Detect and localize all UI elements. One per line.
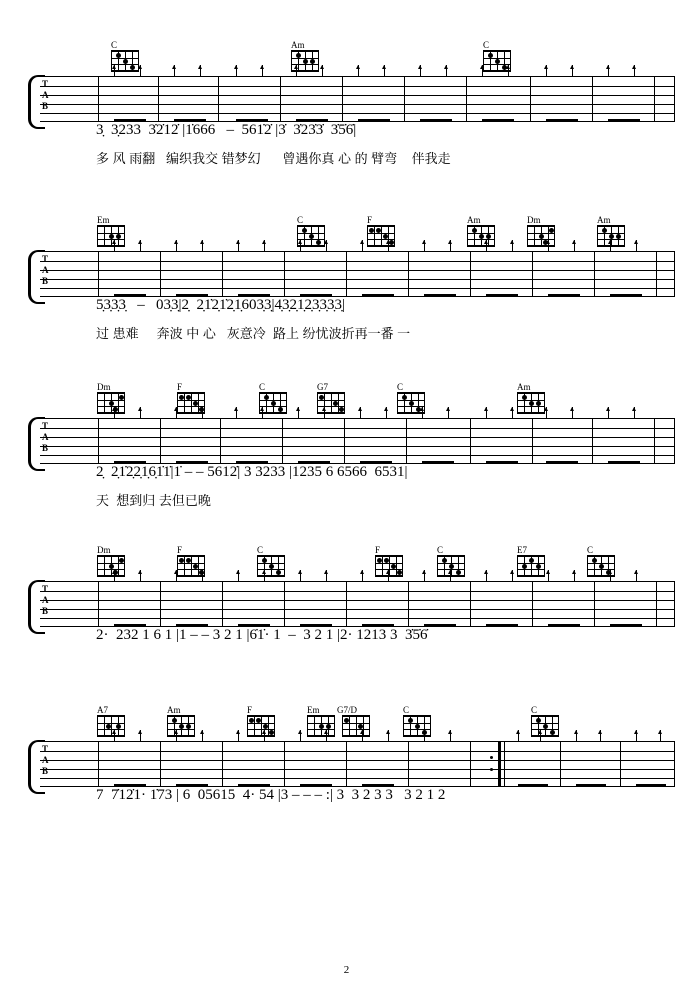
chord-diagram [466, 215, 500, 247]
lyrics-line: 多 风 雨翻 编织我交 错梦幻 曾遇你真 心 的 臂弯 伴我走 [96, 151, 451, 166]
chord-name: F [375, 545, 381, 555]
tab-clef [42, 254, 49, 287]
tab-staff [40, 251, 675, 297]
tab-letter-t: T [42, 584, 49, 594]
tab-letter-a: A [42, 755, 49, 765]
tab-letter-t: T [42, 79, 49, 89]
chord-name: Am [517, 382, 531, 392]
chord-grid [367, 225, 395, 247]
chord-grid [97, 715, 125, 737]
tab-letter-b: B [42, 443, 49, 453]
chord-name: C [403, 705, 410, 715]
chord-diagram [530, 705, 564, 737]
chord-name: F [367, 215, 373, 225]
chord-grid [247, 715, 275, 737]
chord-name: Am [467, 215, 481, 225]
chord-name: G7 [317, 382, 328, 392]
tab-clef [42, 744, 49, 777]
chord-diagram-row [0, 705, 693, 741]
jianpu-line: 2̣ 2̣1̇2̣2̣1̣6̣1̇1̇|1̇ – – 5612̇| 3 3233 |1235 6 6566 6531| [96, 464, 408, 480]
music-system-1 [0, 40, 693, 170]
chord-diagram [366, 215, 400, 247]
jianpu-line: 5̣3̣3̣3̣ – 03̣3̣|2̣ 2̣1̇2̣1̇2̣1̣603̣3̣|4̣3̣2̣1̣2̣3̣3̣3̣3̣| [96, 297, 346, 313]
chord-name: C [437, 545, 444, 555]
chord-name: C [531, 705, 538, 715]
chord-diagram [374, 545, 408, 577]
chord-name: G7/D [337, 705, 357, 715]
chord-diagram [436, 545, 470, 577]
chord-grid [517, 392, 545, 414]
chord-name: A7 [97, 705, 108, 715]
chord-diagram [336, 705, 370, 737]
chord-name: Em [97, 215, 110, 225]
music-system-2 [0, 215, 693, 345]
chord-grid [467, 225, 495, 247]
tab-letter-t: T [42, 744, 49, 754]
chord-diagram [596, 215, 630, 247]
chord-name: F [247, 705, 253, 715]
chord-name: Am [291, 40, 305, 50]
tab-letter-b: B [42, 101, 49, 111]
music-system-4 [0, 545, 693, 675]
page-number: 2 [343, 964, 350, 976]
tab-letter-b: B [42, 606, 49, 616]
chord-name: C [297, 215, 304, 225]
repeat-end-barline [498, 742, 501, 786]
chord-name: Em [307, 705, 320, 715]
tab-letter-b: B [42, 766, 49, 776]
chord-grid [527, 225, 555, 247]
chord-name: C [257, 545, 264, 555]
jianpu-line: 3̣ 3̣233 3̇2̇12̇ |1̇666 – 561̇2̇ |3̇ 3̇23̇3̇ 3̇5̇6̇| [96, 122, 357, 138]
music-system-3 [0, 382, 693, 512]
chord-name: Am [167, 705, 181, 715]
lyrics-line: 天 想到归 去但已晚 [96, 493, 211, 508]
chord-diagram [526, 215, 560, 247]
chord-name: Dm [97, 382, 111, 392]
tab-letter-t: T [42, 421, 49, 431]
chord-grid [531, 715, 559, 737]
chord-diagram-row [0, 545, 693, 581]
chord-diagram [306, 705, 340, 737]
chord-name: E7 [517, 545, 527, 555]
tab-letter-b: B [42, 276, 49, 286]
chord-name: Dm [97, 545, 111, 555]
chord-diagram [396, 382, 430, 414]
chord-grid [167, 715, 195, 737]
tab-staff [40, 76, 675, 122]
chord-diagram-row [0, 40, 693, 76]
chord-diagram [516, 545, 550, 577]
chord-grid [97, 555, 125, 577]
chord-diagram [586, 545, 620, 577]
chord-diagram-row [0, 382, 693, 418]
tab-letter-a: A [42, 265, 49, 275]
tab-letter-t: T [42, 254, 49, 264]
chord-grid [342, 715, 370, 737]
chord-grid [97, 392, 125, 414]
lyrics-line [0, 653, 693, 675]
chord-name: Am [597, 215, 611, 225]
lyrics-line [0, 813, 693, 835]
chord-name: C [587, 545, 594, 555]
chord-diagram [176, 545, 210, 577]
chord-diagram [482, 40, 516, 72]
lyrics-line: 过 患难 奔波 中 心 灰意冷 路上 纷忧波折再一番 一 [96, 326, 411, 341]
tab-clef [42, 421, 49, 454]
tab-clef [42, 79, 49, 112]
chord-name: C [259, 382, 266, 392]
chord-grid [307, 715, 335, 737]
jianpu-line: 7 7̇12̇1· 1̇73 | 6 05615 4· 54 |3 – – – :| 3 3 2 3 3 3 2 1 2 [96, 787, 446, 803]
chord-diagram [166, 705, 200, 737]
chord-grid [517, 555, 545, 577]
tab-letter-a: A [42, 432, 49, 442]
jianpu-line: 2· 232 1 6 1 |1 – – 3 2 1 |6̇1̇· 1 – 3 2 1 |2· 1213 3 3̇5̇6̇ [96, 627, 428, 643]
music-system-5 [0, 705, 693, 835]
chord-name: C [483, 40, 490, 50]
chord-diagram [176, 382, 210, 414]
chord-name: C [397, 382, 404, 392]
tab-staff [40, 418, 675, 464]
chord-name: F [177, 545, 183, 555]
chord-name: Dm [527, 215, 541, 225]
tab-clef [42, 584, 49, 617]
tab-letter-a: A [42, 90, 49, 100]
chord-grid [97, 225, 125, 247]
tab-letter-a: A [42, 595, 49, 605]
chord-grid [403, 715, 431, 737]
chord-name: F [177, 382, 183, 392]
chord-diagram [402, 705, 436, 737]
chord-name: C [111, 40, 118, 50]
chord-diagram-row [0, 215, 693, 251]
tab-staff [40, 741, 675, 787]
tab-staff [40, 581, 675, 627]
